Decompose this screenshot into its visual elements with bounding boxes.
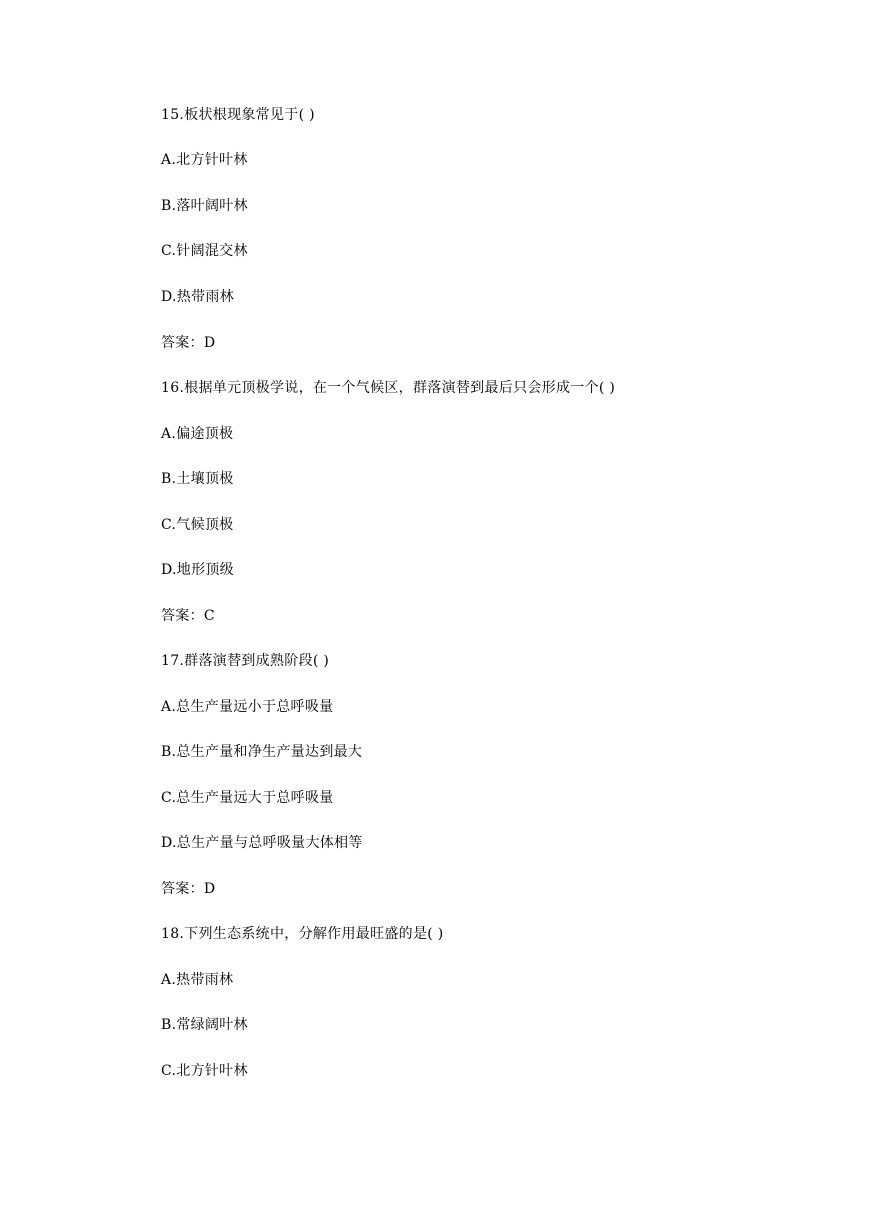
question-15-option-d: D.热带雨林	[161, 289, 234, 305]
question-18-option-b: B.常绿阔叶林	[161, 1017, 248, 1033]
question-16-option-a: A.偏途顶极	[161, 426, 234, 442]
question-17-option-c: C.总生产量远大于总呼吸量	[161, 790, 334, 806]
question-16-option-c: C.气候顶极	[161, 517, 234, 533]
question-16-option-d: D.地形顶级	[161, 562, 234, 578]
question-16-option-b: B.土壤顶极	[161, 471, 234, 487]
question-16-stem: 16.根据单元顶极学说，在一个气候区，群落演替到最后只会形成一个( )	[161, 380, 616, 396]
question-15-option-a: A.北方针叶林	[161, 152, 248, 168]
question-17-answer: 答案：D	[161, 881, 216, 897]
question-18-option-a: A.热带雨林	[161, 972, 234, 988]
question-15-stem: 15.板状根现象常见于( )	[161, 107, 315, 123]
question-15-option-c: C.针阔混交林	[161, 243, 248, 259]
question-17-option-d: D.总生产量与总呼吸量大体相等	[161, 835, 363, 851]
question-18-stem: 18.下列生态系统中，分解作用最旺盛的是( )	[161, 926, 444, 942]
question-17-stem: 17.群落演替到成熟阶段( )	[161, 653, 330, 669]
question-15-answer: 答案：D	[161, 335, 216, 351]
question-17-option-a: A.总生产量远小于总呼吸量	[161, 699, 334, 715]
question-15-option-b: B.落叶阔叶林	[161, 198, 248, 214]
question-18-option-c: C.北方针叶林	[161, 1063, 248, 1079]
question-17-option-b: B.总生产量和净生产量达到最大	[161, 744, 363, 760]
question-16-answer: 答案：C	[161, 608, 215, 624]
